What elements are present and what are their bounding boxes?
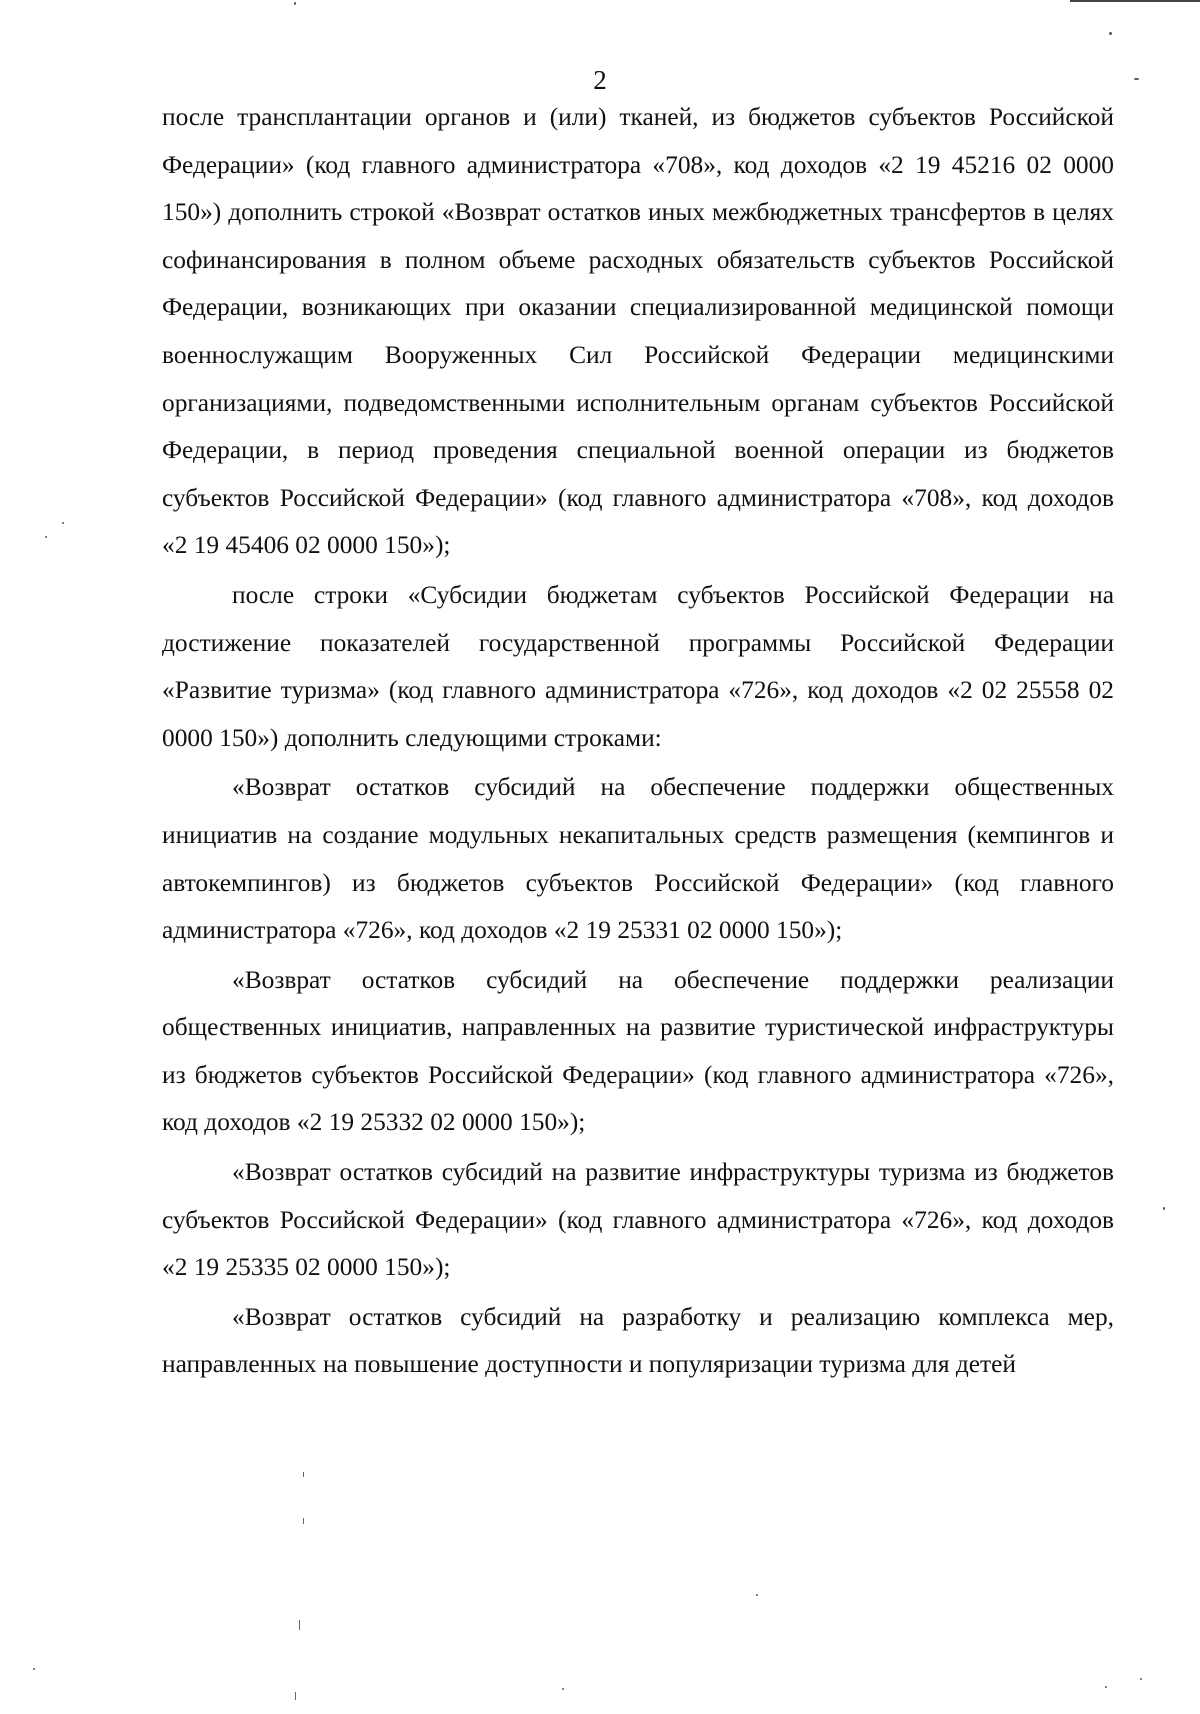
scan-speck — [1109, 32, 1112, 35]
page-number: 2 — [593, 65, 607, 95]
paragraph-tourism-infrastructure-refund: «Возврат остатков субсидий на развитие инфраструктуры туризма из бюджетов субъектов Российской Федерации» (код главного администратора «726», код доходов «2 19 25335 02 0000 150»); — [162, 1158, 1114, 1282]
scan-edge-line — [1070, 0, 1200, 2]
document-body — [162, 94, 1114, 1389]
scan-speck — [1140, 1678, 1142, 1680]
scan-speck — [756, 1594, 758, 1596]
paragraph-public-initiatives-refund: «Возврат остатков субсидий на обеспечение поддержки реализации общественных инициатив, направленных на развитие туристической инфраструктуры из бюджетов субъектов Российской Федерации» (код главного администратора «726», код доходов «2 19 25332 02 0000 150»); — [162, 965, 1114, 1137]
paragraph-campings-refund: «Возврат остатков субсидий на обеспечение поддержки общественных инициатив на создание модульных некапитальных средств размещения (кемпингов и автокемпингов) из бюджетов субъектов Российской Федерации» (код главного администратора «726», код доходов «2 19 25331 02 0000 150»); — [162, 773, 1114, 945]
scan-speck — [1134, 78, 1139, 80]
scan-speck — [294, 2, 296, 5]
scan-speck — [562, 1688, 564, 1690]
scan-speck — [1105, 1686, 1107, 1688]
scan-fold-mark — [299, 1620, 300, 1630]
scan-fold-mark — [295, 1692, 296, 1700]
scan-speck — [1163, 1207, 1165, 1210]
scan-speck — [62, 522, 64, 524]
paragraph-continuation: после трансплантации органов и (или) тканей, из бюджетов субъектов Российской Федерации» (код главного администратора «708», код доходов «2 19 45216 02 0000 150») дополнить строкой «Возврат остатков иных межбюджетных трансфертов в целях софинансирования в полном объеме расходных обязательств субъектов Российской Федерации, возникающих при оказании специализированной медицинской помощи военнослужащим Вооруженных Сил Российской Федерации медицинскими организациями, подведомственными исполнительным органам субъектов Российской Федерации, в период проведения специальной военной операции из бюджетов субъектов Российской Федерации» (код главного администратора «708», код доходов «2 19 45406 02 0000 150»); — [162, 103, 1114, 560]
scan-speck — [33, 1668, 35, 1670]
paragraph-children-tourism-refund: «Возврат остатков субсидий на разработку и реализацию комплекса мер, направленных на повышение доступности и популяризации туризма для детей — [162, 1302, 1114, 1379]
scan-fold-mark — [303, 1518, 304, 1524]
scan-speck — [45, 536, 47, 538]
paragraph-after-subsidies-line: после строки «Субсидии бюджетам субъектов Российской Федерации на достижение показателей государственной программы Российской Федерации «Развитие туризма» (код главного администратора «726», код доходов «2 02 25558 02 0000 150») дополнить следующими строками: — [162, 580, 1114, 752]
scan-fold-mark — [303, 1472, 304, 1477]
